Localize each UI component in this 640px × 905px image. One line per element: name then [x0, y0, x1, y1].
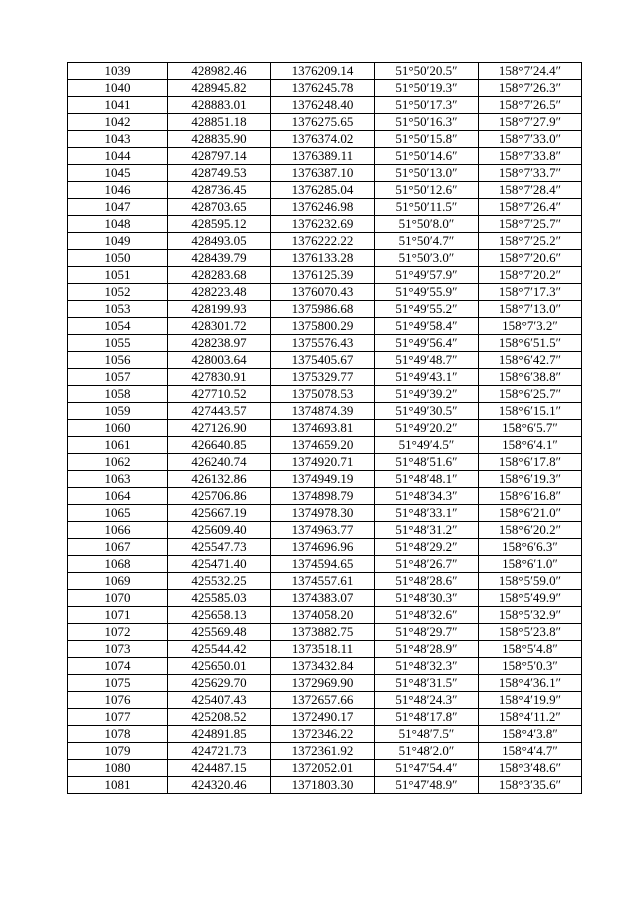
x-coordinate-cell: 427443.57 — [168, 403, 271, 420]
point-number-cell: 1044 — [68, 148, 168, 165]
latitude-cell: 51°50′16.3″ — [375, 114, 479, 131]
point-number-cell: 1047 — [68, 199, 168, 216]
table-row — [68, 199, 582, 216]
x-coordinate-cell: 425471.40 — [168, 556, 271, 573]
point-number-cell: 1052 — [68, 284, 168, 301]
point-number-cell: 1048 — [68, 216, 168, 233]
x-coordinate-cell: 428703.65 — [168, 199, 271, 216]
longitude-cell: 158°5′49.9″ — [479, 590, 582, 607]
longitude-cell: 158°6′16.8″ — [479, 488, 582, 505]
longitude-cell: 158°3′35.6″ — [479, 777, 582, 794]
longitude-cell: 158°4′4.7″ — [479, 743, 582, 760]
latitude-cell: 51°49′43.1″ — [375, 369, 479, 386]
latitude-cell: 51°48′24.3″ — [375, 692, 479, 709]
latitude-cell: 51°50′20.5″ — [375, 63, 479, 80]
y-coordinate-cell: 1374383.07 — [271, 590, 375, 607]
y-coordinate-cell: 1374874.39 — [271, 403, 375, 420]
longitude-cell: 158°6′51.5″ — [479, 335, 582, 352]
point-number-cell: 1066 — [68, 522, 168, 539]
y-coordinate-cell: 1374696.96 — [271, 539, 375, 556]
y-coordinate-cell: 1375986.68 — [271, 301, 375, 318]
table-row — [68, 692, 582, 709]
point-number-cell: 1041 — [68, 97, 168, 114]
y-coordinate-cell: 1376209.14 — [271, 63, 375, 80]
point-number-cell: 1042 — [68, 114, 168, 131]
point-number-cell: 1078 — [68, 726, 168, 743]
longitude-cell: 158°7′26.3″ — [479, 80, 582, 97]
x-coordinate-cell: 428439.79 — [168, 250, 271, 267]
latitude-cell: 51°48′51.6″ — [375, 454, 479, 471]
y-coordinate-cell: 1372346.22 — [271, 726, 375, 743]
point-number-cell: 1074 — [68, 658, 168, 675]
y-coordinate-cell: 1374963.77 — [271, 522, 375, 539]
longitude-cell: 158°4′19.9″ — [479, 692, 582, 709]
y-coordinate-cell: 1374058.20 — [271, 607, 375, 624]
latitude-cell: 51°49′56.4″ — [375, 335, 479, 352]
x-coordinate-cell: 428797.14 — [168, 148, 271, 165]
y-coordinate-cell: 1375329.77 — [271, 369, 375, 386]
latitude-cell: 51°49′55.2″ — [375, 301, 479, 318]
latitude-cell: 51°50′8.0″ — [375, 216, 479, 233]
latitude-cell: 51°48′34.3″ — [375, 488, 479, 505]
x-coordinate-cell: 428851.18 — [168, 114, 271, 131]
x-coordinate-cell: 428736.45 — [168, 182, 271, 199]
latitude-cell: 51°48′2.0″ — [375, 743, 479, 760]
x-coordinate-cell: 428223.48 — [168, 284, 271, 301]
x-coordinate-cell: 425547.73 — [168, 539, 271, 556]
x-coordinate-cell: 428003.64 — [168, 352, 271, 369]
table-row — [68, 318, 582, 335]
y-coordinate-cell: 1376232.69 — [271, 216, 375, 233]
y-coordinate-cell: 1376125.39 — [271, 267, 375, 284]
x-coordinate-cell: 427126.90 — [168, 420, 271, 437]
table-row — [68, 488, 582, 505]
table-row — [68, 556, 582, 573]
latitude-cell: 51°48′30.3″ — [375, 590, 479, 607]
x-coordinate-cell: 428301.72 — [168, 318, 271, 335]
y-coordinate-cell: 1376070.43 — [271, 284, 375, 301]
table-row — [68, 63, 582, 80]
longitude-cell: 158°6′21.0″ — [479, 505, 582, 522]
x-coordinate-cell: 427710.52 — [168, 386, 271, 403]
longitude-cell: 158°7′24.4″ — [479, 63, 582, 80]
y-coordinate-cell: 1375800.29 — [271, 318, 375, 335]
point-number-cell: 1067 — [68, 539, 168, 556]
coordinates-table — [67, 62, 582, 794]
longitude-cell: 158°7′26.4″ — [479, 199, 582, 216]
point-number-cell: 1070 — [68, 590, 168, 607]
longitude-cell: 158°6′15.1″ — [479, 403, 582, 420]
longitude-cell: 158°5′59.0″ — [479, 573, 582, 590]
point-number-cell: 1050 — [68, 250, 168, 267]
x-coordinate-cell: 425569.48 — [168, 624, 271, 641]
y-coordinate-cell: 1375576.43 — [271, 335, 375, 352]
x-coordinate-cell: 425629.70 — [168, 675, 271, 692]
latitude-cell: 51°49′57.9″ — [375, 267, 479, 284]
table-row — [68, 743, 582, 760]
longitude-cell: 158°4′3.8″ — [479, 726, 582, 743]
latitude-cell: 51°50′12.6″ — [375, 182, 479, 199]
longitude-cell: 158°6′42.7″ — [479, 352, 582, 369]
latitude-cell: 51°50′14.6″ — [375, 148, 479, 165]
longitude-cell: 158°7′17.3″ — [479, 284, 582, 301]
x-coordinate-cell: 425658.13 — [168, 607, 271, 624]
x-coordinate-cell: 428493.05 — [168, 233, 271, 250]
coordinates-table-body — [68, 63, 582, 794]
point-number-cell: 1062 — [68, 454, 168, 471]
point-number-cell: 1049 — [68, 233, 168, 250]
y-coordinate-cell: 1374659.20 — [271, 437, 375, 454]
y-coordinate-cell: 1374920.71 — [271, 454, 375, 471]
point-number-cell: 1071 — [68, 607, 168, 624]
latitude-cell: 51°48′29.7″ — [375, 624, 479, 641]
point-number-cell: 1054 — [68, 318, 168, 335]
table-row — [68, 505, 582, 522]
point-number-cell: 1068 — [68, 556, 168, 573]
point-number-cell: 1040 — [68, 80, 168, 97]
longitude-cell: 158°4′11.2″ — [479, 709, 582, 726]
latitude-cell: 51°48′31.2″ — [375, 522, 479, 539]
latitude-cell: 51°48′48.1″ — [375, 471, 479, 488]
y-coordinate-cell: 1376389.11 — [271, 148, 375, 165]
longitude-cell: 158°6′6.3″ — [479, 539, 582, 556]
latitude-cell: 51°49′58.4″ — [375, 318, 479, 335]
table-row — [68, 607, 582, 624]
x-coordinate-cell: 428238.97 — [168, 335, 271, 352]
table-row — [68, 267, 582, 284]
table-row — [68, 675, 582, 692]
point-number-cell: 1081 — [68, 777, 168, 794]
point-number-cell: 1055 — [68, 335, 168, 352]
y-coordinate-cell: 1376374.02 — [271, 131, 375, 148]
latitude-cell: 51°48′32.3″ — [375, 658, 479, 675]
latitude-cell: 51°50′15.8″ — [375, 131, 479, 148]
point-number-cell: 1061 — [68, 437, 168, 454]
longitude-cell: 158°6′5.7″ — [479, 420, 582, 437]
point-number-cell: 1076 — [68, 692, 168, 709]
y-coordinate-cell: 1373432.84 — [271, 658, 375, 675]
x-coordinate-cell: 428749.53 — [168, 165, 271, 182]
latitude-cell: 51°48′28.9″ — [375, 641, 479, 658]
latitude-cell: 51°48′28.6″ — [375, 573, 479, 590]
x-coordinate-cell: 425407.43 — [168, 692, 271, 709]
table-row — [68, 624, 582, 641]
point-number-cell: 1063 — [68, 471, 168, 488]
table-row — [68, 182, 582, 199]
x-coordinate-cell: 424721.73 — [168, 743, 271, 760]
latitude-cell: 51°50′17.3″ — [375, 97, 479, 114]
table-row — [68, 80, 582, 97]
point-number-cell: 1046 — [68, 182, 168, 199]
longitude-cell: 158°7′33.0″ — [479, 131, 582, 148]
x-coordinate-cell: 424891.85 — [168, 726, 271, 743]
table-row — [68, 658, 582, 675]
longitude-cell: 158°5′0.3″ — [479, 658, 582, 675]
point-number-cell: 1072 — [68, 624, 168, 641]
y-coordinate-cell: 1374898.79 — [271, 488, 375, 505]
longitude-cell: 158°6′38.8″ — [479, 369, 582, 386]
longitude-cell: 158°7′3.2″ — [479, 318, 582, 335]
point-number-cell: 1060 — [68, 420, 168, 437]
longitude-cell: 158°7′20.2″ — [479, 267, 582, 284]
table-row — [68, 420, 582, 437]
x-coordinate-cell: 428595.12 — [168, 216, 271, 233]
y-coordinate-cell: 1373882.75 — [271, 624, 375, 641]
longitude-cell: 158°6′19.3″ — [479, 471, 582, 488]
longitude-cell: 158°7′33.8″ — [479, 148, 582, 165]
point-number-cell: 1039 — [68, 63, 168, 80]
x-coordinate-cell: 428835.90 — [168, 131, 271, 148]
latitude-cell: 51°50′13.0″ — [375, 165, 479, 182]
table-row — [68, 284, 582, 301]
longitude-cell: 158°5′23.8″ — [479, 624, 582, 641]
x-coordinate-cell: 425706.86 — [168, 488, 271, 505]
table-row — [68, 165, 582, 182]
x-coordinate-cell: 424320.46 — [168, 777, 271, 794]
longitude-cell: 158°6′4.1″ — [479, 437, 582, 454]
latitude-cell: 51°49′4.5″ — [375, 437, 479, 454]
x-coordinate-cell: 426640.85 — [168, 437, 271, 454]
latitude-cell: 51°50′4.7″ — [375, 233, 479, 250]
x-coordinate-cell: 428283.68 — [168, 267, 271, 284]
table-row — [68, 216, 582, 233]
y-coordinate-cell: 1373518.11 — [271, 641, 375, 658]
longitude-cell: 158°7′25.7″ — [479, 216, 582, 233]
table-row — [68, 233, 582, 250]
table-row — [68, 131, 582, 148]
x-coordinate-cell: 425585.03 — [168, 590, 271, 607]
latitude-cell: 51°49′55.9″ — [375, 284, 479, 301]
longitude-cell: 158°6′25.7″ — [479, 386, 582, 403]
latitude-cell: 51°48′7.5″ — [375, 726, 479, 743]
longitude-cell: 158°3′48.6″ — [479, 760, 582, 777]
longitude-cell: 158°7′28.4″ — [479, 182, 582, 199]
latitude-cell: 51°49′20.2″ — [375, 420, 479, 437]
table-row — [68, 522, 582, 539]
longitude-cell: 158°6′20.2″ — [479, 522, 582, 539]
y-coordinate-cell: 1372490.17 — [271, 709, 375, 726]
point-number-cell: 1057 — [68, 369, 168, 386]
point-number-cell: 1056 — [68, 352, 168, 369]
x-coordinate-cell: 425609.40 — [168, 522, 271, 539]
longitude-cell: 158°7′26.5″ — [479, 97, 582, 114]
y-coordinate-cell: 1372657.66 — [271, 692, 375, 709]
x-coordinate-cell: 428945.82 — [168, 80, 271, 97]
x-coordinate-cell: 425532.25 — [168, 573, 271, 590]
table-row — [68, 726, 582, 743]
latitude-cell: 51°48′26.7″ — [375, 556, 479, 573]
point-number-cell: 1064 — [68, 488, 168, 505]
y-coordinate-cell: 1376285.04 — [271, 182, 375, 199]
point-number-cell: 1058 — [68, 386, 168, 403]
y-coordinate-cell: 1376245.78 — [271, 80, 375, 97]
y-coordinate-cell: 1372361.92 — [271, 743, 375, 760]
longitude-cell: 158°5′4.8″ — [479, 641, 582, 658]
latitude-cell: 51°48′29.2″ — [375, 539, 479, 556]
point-number-cell: 1043 — [68, 131, 168, 148]
table-row — [68, 114, 582, 131]
x-coordinate-cell: 428199.93 — [168, 301, 271, 318]
table-row — [68, 437, 582, 454]
latitude-cell: 51°48′32.6″ — [375, 607, 479, 624]
y-coordinate-cell: 1376248.40 — [271, 97, 375, 114]
latitude-cell: 51°50′3.0″ — [375, 250, 479, 267]
latitude-cell: 51°48′33.1″ — [375, 505, 479, 522]
x-coordinate-cell: 426240.74 — [168, 454, 271, 471]
y-coordinate-cell: 1376222.22 — [271, 233, 375, 250]
point-number-cell: 1080 — [68, 760, 168, 777]
x-coordinate-cell: 425667.19 — [168, 505, 271, 522]
table-row — [68, 250, 582, 267]
y-coordinate-cell: 1374949.19 — [271, 471, 375, 488]
table-row — [68, 386, 582, 403]
y-coordinate-cell: 1374978.30 — [271, 505, 375, 522]
y-coordinate-cell: 1375405.67 — [271, 352, 375, 369]
y-coordinate-cell: 1376246.98 — [271, 199, 375, 216]
x-coordinate-cell: 427830.91 — [168, 369, 271, 386]
latitude-cell: 51°49′48.7″ — [375, 352, 479, 369]
y-coordinate-cell: 1372052.01 — [271, 760, 375, 777]
table-row — [68, 369, 582, 386]
point-number-cell: 1051 — [68, 267, 168, 284]
table-row — [68, 148, 582, 165]
x-coordinate-cell: 426132.86 — [168, 471, 271, 488]
y-coordinate-cell: 1372969.90 — [271, 675, 375, 692]
point-number-cell: 1053 — [68, 301, 168, 318]
table-row — [68, 301, 582, 318]
longitude-cell: 158°4′36.1″ — [479, 675, 582, 692]
table-row — [68, 641, 582, 658]
table-row — [68, 709, 582, 726]
table-row — [68, 590, 582, 607]
point-number-cell: 1045 — [68, 165, 168, 182]
latitude-cell: 51°49′30.5″ — [375, 403, 479, 420]
latitude-cell: 51°47′54.4″ — [375, 760, 479, 777]
table-row — [68, 335, 582, 352]
table-row — [68, 760, 582, 777]
longitude-cell: 158°7′33.7″ — [479, 165, 582, 182]
latitude-cell: 51°50′11.5″ — [375, 199, 479, 216]
point-number-cell: 1069 — [68, 573, 168, 590]
table-row — [68, 777, 582, 794]
y-coordinate-cell: 1376133.28 — [271, 250, 375, 267]
table-row — [68, 352, 582, 369]
table-row — [68, 454, 582, 471]
point-number-cell: 1073 — [68, 641, 168, 658]
table-row — [68, 573, 582, 590]
y-coordinate-cell: 1376387.10 — [271, 165, 375, 182]
x-coordinate-cell: 428982.46 — [168, 63, 271, 80]
latitude-cell: 51°50′19.3″ — [375, 80, 479, 97]
longitude-cell: 158°5′32.9″ — [479, 607, 582, 624]
longitude-cell: 158°7′25.2″ — [479, 233, 582, 250]
point-number-cell: 1077 — [68, 709, 168, 726]
table-row — [68, 403, 582, 420]
point-number-cell: 1059 — [68, 403, 168, 420]
latitude-cell: 51°48′31.5″ — [375, 675, 479, 692]
y-coordinate-cell: 1374693.81 — [271, 420, 375, 437]
y-coordinate-cell: 1374557.61 — [271, 573, 375, 590]
longitude-cell: 158°6′17.8″ — [479, 454, 582, 471]
y-coordinate-cell: 1374594.65 — [271, 556, 375, 573]
latitude-cell: 51°49′39.2″ — [375, 386, 479, 403]
longitude-cell: 158°7′27.9″ — [479, 114, 582, 131]
x-coordinate-cell: 428883.01 — [168, 97, 271, 114]
x-coordinate-cell: 425650.01 — [168, 658, 271, 675]
longitude-cell: 158°6′1.0″ — [479, 556, 582, 573]
table-row — [68, 539, 582, 556]
x-coordinate-cell: 424487.15 — [168, 760, 271, 777]
x-coordinate-cell: 425544.42 — [168, 641, 271, 658]
point-number-cell: 1079 — [68, 743, 168, 760]
longitude-cell: 158°7′20.6″ — [479, 250, 582, 267]
y-coordinate-cell: 1375078.53 — [271, 386, 375, 403]
latitude-cell: 51°47′48.9″ — [375, 777, 479, 794]
latitude-cell: 51°48′17.8″ — [375, 709, 479, 726]
table-row — [68, 97, 582, 114]
point-number-cell: 1075 — [68, 675, 168, 692]
longitude-cell: 158°7′13.0″ — [479, 301, 582, 318]
point-number-cell: 1065 — [68, 505, 168, 522]
y-coordinate-cell: 1371803.30 — [271, 777, 375, 794]
y-coordinate-cell: 1376275.65 — [271, 114, 375, 131]
x-coordinate-cell: 425208.52 — [168, 709, 271, 726]
table-row — [68, 471, 582, 488]
